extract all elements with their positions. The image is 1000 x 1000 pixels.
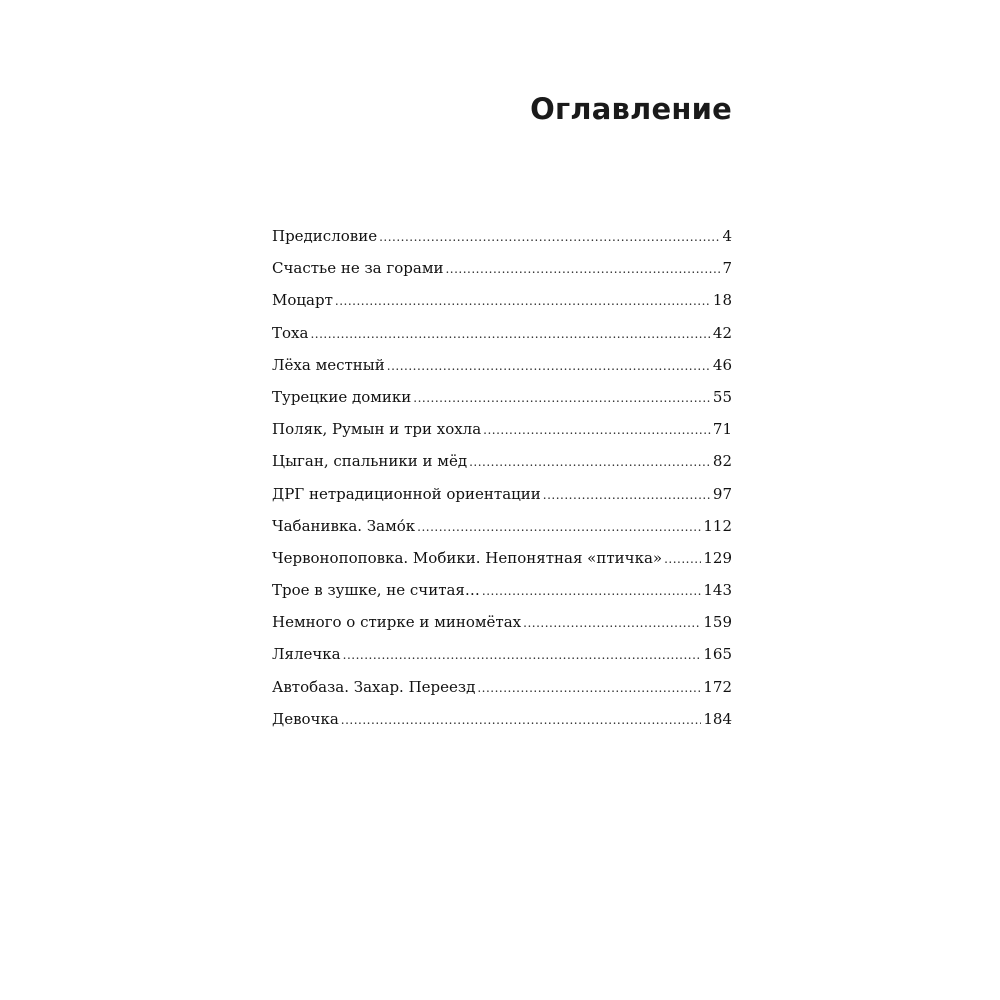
dot-leader (469, 446, 711, 478)
toc-entry-page-number: 172 (703, 677, 732, 696)
toc-entry (272, 252, 732, 284)
toc-entry (272, 478, 732, 510)
toc-entry-title: Лёха местный (272, 355, 385, 374)
dot-leader (543, 479, 711, 511)
toc-entry-title: ДРГ нетрадиционной ориентации (272, 484, 541, 503)
dot-leader (523, 607, 701, 639)
toc-entry-page-number: 82 (712, 452, 732, 471)
toc-entry-title: Тоха (272, 323, 309, 342)
toc-entry (272, 510, 732, 542)
toc-entry (272, 284, 732, 316)
dot-leader (482, 575, 701, 607)
dot-leader (477, 672, 701, 704)
page-title: Оглавление (530, 92, 732, 127)
toc-entry (272, 703, 732, 735)
dot-leader (664, 543, 701, 575)
dot-leader (341, 704, 702, 736)
toc-entry-page-number: 159 (703, 613, 732, 632)
toc-entry (272, 606, 732, 638)
toc-entry-title: Поляк, Румын и три хохла (272, 420, 482, 439)
toc-entry-page-number: 18 (712, 291, 732, 310)
toc-entry-title: Счастье не за горами (272, 259, 444, 278)
toc-entry-title: Моцарт (272, 291, 333, 310)
toc-entry-title: Цыган, спальники и мёд (272, 452, 468, 471)
toc-entry (272, 542, 732, 574)
toc-entry-title: Немного о стирке и миномётах (272, 613, 522, 632)
toc-entry-title: Турецкие домики (272, 387, 412, 406)
dot-leader (387, 350, 711, 382)
toc-entry (272, 413, 732, 445)
toc-entry-title: Червонопоповка. Мобики. Непонятная «птичка» (272, 548, 663, 567)
dot-leader (310, 318, 710, 350)
toc-entry (272, 349, 732, 381)
toc-entry (272, 445, 732, 477)
toc-entry-page-number: 42 (712, 323, 732, 342)
toc-entry (272, 317, 732, 349)
toc-entry (272, 220, 732, 252)
toc-entry-title: Автобаза. Захар. Переезд (272, 677, 476, 696)
dot-leader (483, 414, 711, 446)
toc-entry (272, 671, 732, 703)
toc-entry (272, 574, 732, 606)
dot-leader (445, 253, 720, 285)
toc-entry (272, 638, 732, 670)
toc-entry-page-number: 4 (722, 227, 732, 245)
toc-entry-page-number: 165 (703, 645, 732, 664)
toc-entry-title: Лялечка (272, 645, 341, 664)
toc-entry-page-number: 97 (712, 484, 732, 503)
dot-leader (379, 221, 720, 253)
dot-leader (335, 285, 711, 317)
toc-entry-page-number: 129 (703, 548, 732, 567)
table-of-contents (272, 220, 732, 735)
toc-entry-title: Предисловие (272, 227, 378, 245)
toc-entry-page-number: 7 (722, 259, 732, 278)
toc-entry-page-number: 55 (712, 387, 732, 406)
dot-leader (413, 382, 711, 414)
toc-entry-page-number: 184 (703, 709, 732, 728)
toc-entry-page-number: 112 (703, 516, 732, 535)
toc-entry-page-number: 46 (712, 355, 732, 374)
toc-entry (272, 381, 732, 413)
dot-leader (417, 511, 701, 543)
dot-leader (343, 639, 702, 671)
toc-entry-page-number: 143 (703, 581, 732, 600)
toc-entry-title: Трое в зушке, не считая… (272, 581, 480, 600)
toc-entry-title: Чабанивка. Замо́к (272, 516, 416, 535)
toc-entry-title: Девочка (272, 709, 339, 728)
toc-entry-page-number: 71 (712, 420, 732, 439)
